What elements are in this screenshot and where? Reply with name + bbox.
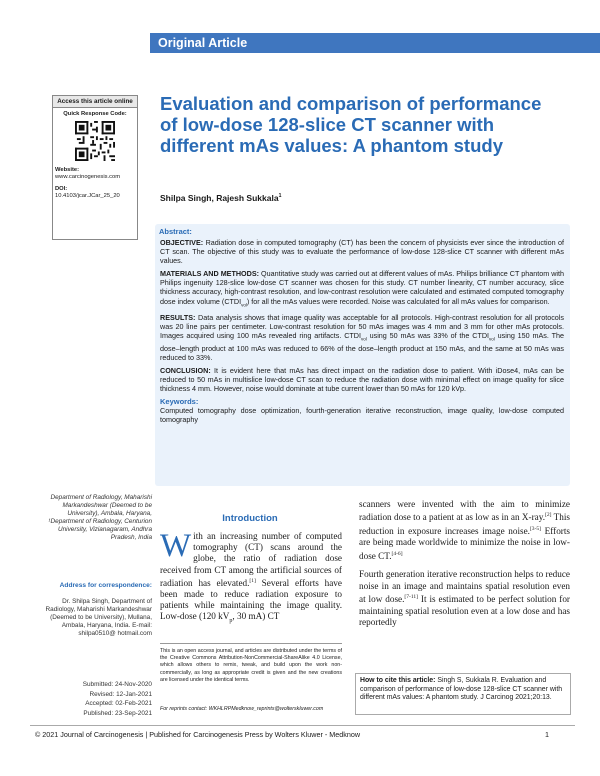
- website-link[interactable]: www.carcinogenesis.com: [55, 174, 121, 180]
- authors: Shilpa Singh, Rajesh Sukkala$^1$: [160, 193, 282, 203]
- abstract-results: RESULTS: Data analysis shows that image quality was acceptable for all protocols. High-contrast resolution for all protocols was 20 line pairs per centimeter. Low-contrast resolution for 50 mAs images was 4 mm and 3 mm for other mAs protocols. Images acquired using 100 mAs revealed ring artifacts. $CTDI_{vol}$ using 50 mAs was 33% of the $CTDI_{vol}$ using 150 mAs. The dose–length product at 100 mAs was reduced to 66% of the dose–length product at 150 mAs, and the same at 50 mAs was reduced to 33%.: [160, 313, 564, 362]
- abstract-methods: MATERIALS AND METHODS: Quantitative study was carried out at different values of mAs. Philips brilliance CT phantom with Philips ingenuity 128-slice low-dose CT scanner was chosen for this study. CT number linearity, CT number accuracy, slice thickness accuracy, high-contrast resolution, and low-contrast resolution were calculated and estimated computed tomography dose index volume $(CTDI_{vol})$ for all the mAs values were recorded. Noise was calculated for all mAs values for comparison.: [160, 269, 564, 307]
- keywords: Computed tomography dose optimization, fourth-generation iterative reconstruction, image quality, low-dose computed tomography: [160, 406, 564, 425]
- website-label: Website:: [55, 167, 80, 173]
- conclusion-label: CONCLUSION:: [160, 366, 211, 375]
- dates: [40, 680, 152, 718]
- objective-label: OBJECTIVE:: [160, 238, 204, 247]
- access-box: [52, 95, 138, 240]
- author-names: Shilpa Singh, Rajesh Sukkala: [160, 193, 279, 203]
- doi-link[interactable]: 10.4103/jcar.JCar_25_20: [55, 193, 120, 199]
- results-label: RESULTS:: [160, 313, 196, 323]
- qr-code-icon[interactable]: [75, 121, 115, 161]
- methods-text: Quantitative study was carried out at different values of mAs. Philips brilliance CT phantom with Philips ingenuity 128-slice low-dose CT scanner was chosen for this study. CT number linearity, CT number accuracy, slice thickness accuracy, high-contrast resolution, and low-contrast resolution were calculated and estimated computed tomography dose index volume (CTDI: [160, 269, 564, 306]
- intro-text-3: Fourth generation iterative reconstruction helps to reduce noise in an image and maintains spatial resolution even at low dose.: [359, 569, 570, 605]
- intro-text-1b: Several efforts have been made to reduce radiation exposure to patients while maintaining the image quality. Low-dose (120 kV: [160, 577, 342, 622]
- date-submitted: Submitted: 24-Nov-2020: [82, 681, 152, 688]
- intro-text-2: scanners were invented with the aim to minimize radiation dose to a patient at as low as in an X-ray.: [359, 499, 570, 523]
- abstract-heading: Abstract:: [159, 227, 192, 236]
- intro-text-1c: , 30 mA) CT: [232, 611, 280, 622]
- intro-paragraph: [359, 499, 570, 562]
- results-text-mid: using 50 mAs was 33% of the CTDI: [366, 331, 490, 341]
- results-text: Data analysis shows that image quality was acceptable for all protocols. High-contrast resolution for all protocols was 20 line pairs per centimeter. Low-contrast resolution for 50 mAs images was 4 mm and 3 mm for other mAs protocols. Images acquired using 100 mAs revealed ring artifacts. CTDI: [160, 313, 564, 341]
- intro-paragraph: [359, 569, 570, 628]
- conclusion-text: It is evident here that mAs has direct impact on the radiation dose to patient. With iDose4, mAs can be reduced to 50 mAs in multislice low-dose CT scan to reduce the radiation dose with minimal effect on image quality for slice thickness 4 mm. However, noise would dominate at tube current lower than 50 mAs for 120 kVp.: [160, 366, 564, 394]
- affiliation: Department of Radiology, Maharishi Markandeshwar (Deemed to be University), Ambala, Haryana, ¹Department of Radiology, Centurion University, Vizianagaram, Andhra Pradesh, India: [48, 494, 152, 541]
- intro-column-1: With an increasing number of computed tomography (CT) scans around the globe, the ratio of radiation dose received from CT among the artificial sources of radiation has elevated.[1] Several efforts have been made to reduce radiation exposure to patients while maintaining the image quality. Low-dose (120 $kV_p$, 30 mA) CT: [160, 528, 342, 625]
- ref-link[interactable]: [7-11]: [404, 594, 418, 601]
- abstract-box: [155, 224, 570, 486]
- intro-text-2c: Efforts are being made worldwide to minimize the noise in low-dose CT.: [359, 525, 570, 561]
- drop-cap: W: [160, 528, 192, 564]
- intro-text-1: ith an increasing number of computed tomography (CT) scans around the globe, the ratio of radiation dose received from CT among the artificial sources of radiation has elevated.: [160, 531, 342, 588]
- intro-column-2: [359, 499, 570, 635]
- license-note: This is an open access journal, and articles are distributed under the terms of the Creative Commons Attribution-NonCommercial-ShareAlike 4.0 License, which allows others to remix, tweak, and build upon the work non-commercially, as long as appropriate credit is given and the new creations are licensed under the identical terms.: [160, 643, 342, 684]
- footer-divider: [30, 725, 575, 726]
- date-published: Published: 23-Sep-2021: [83, 709, 152, 717]
- date-revised: Revised: 12-Jan-2021: [89, 690, 152, 698]
- abstract-objective: [160, 238, 564, 265]
- abstract-conclusion: [160, 366, 564, 393]
- correspondence-heading: Address for correspondence:: [59, 582, 152, 589]
- methods-label: MATERIALS AND METHODS:: [160, 269, 260, 279]
- ref-link[interactable]: [4-6]: [391, 550, 403, 557]
- cite-label: How to cite this article:: [360, 677, 436, 684]
- citation-box: [355, 673, 571, 715]
- correspondence: Dr. Shilpa Singh, Department of Radiology, Maharishi Markandeshwar (Deemed to be University), Mullana, Ambala, Haryana, India. E-mail: shilpa0510@ hotmail.com: [45, 598, 152, 637]
- objective-text: Radiation dose in computed tomography (CT) has been the concern of physicists ever since the introduction of CT scan. The objective of this study was to evaluate the performance of low-dose 128-slice CT scanner with different mAs values.: [160, 238, 564, 266]
- footer-text: © 2021 Journal of Carcinogenesis | Published for Carcinogenesis Press by Wolters Kluwer - Medknow: [35, 730, 361, 739]
- intro-heading: Introduction: [222, 513, 278, 524]
- ref-link[interactable]: [3-5]: [529, 525, 541, 532]
- keywords-heading: Keywords:: [160, 397, 199, 407]
- ref-link[interactable]: [1]: [249, 577, 256, 584]
- article-title: Evaluation and comparison of performance of low-dose 128-slice CT scanner with different mAs values: A phantom study: [160, 93, 542, 156]
- date-accepted: Accepted: 02-Feb-2021: [85, 700, 152, 707]
- methods-text-end: ) for all the mAs values were recorded. Noise was calculated for all mAs values for comparison.: [246, 296, 550, 306]
- intro-text-2b: This reduction in exposure increases image noise.: [359, 512, 571, 536]
- cite-text: Singh S, Sukkala R. Evaluation and comparison of performance of low-dose 128-slice CT scanner with different mAs values: A phantom study. J Carcinog 2021;20:13.: [360, 677, 563, 702]
- intro-text-3b: It is estimated to be perfect solution for maintaining spatial resolution even at a low dose and has reportedly: [359, 594, 570, 627]
- results-text-end: using 150 mAs. The dose–length product at 100 mAs was reduced to 66% of the dose–length product at 150 mAs, and the same at 50 mAs was reduced to 33%.: [160, 331, 564, 362]
- qr-label: Quick Response Code:: [63, 111, 127, 117]
- page-number: 1: [545, 730, 549, 739]
- article-type-banner: Original Article: [150, 33, 600, 53]
- reprints-note: For reprints contact: WKHLRPMedknow_reprints@wolterskluwer.com: [160, 706, 324, 712]
- ref-link[interactable]: [2]: [545, 512, 552, 519]
- access-title: Access this article online: [53, 96, 137, 108]
- doi-label: DOI:: [55, 186, 68, 192]
